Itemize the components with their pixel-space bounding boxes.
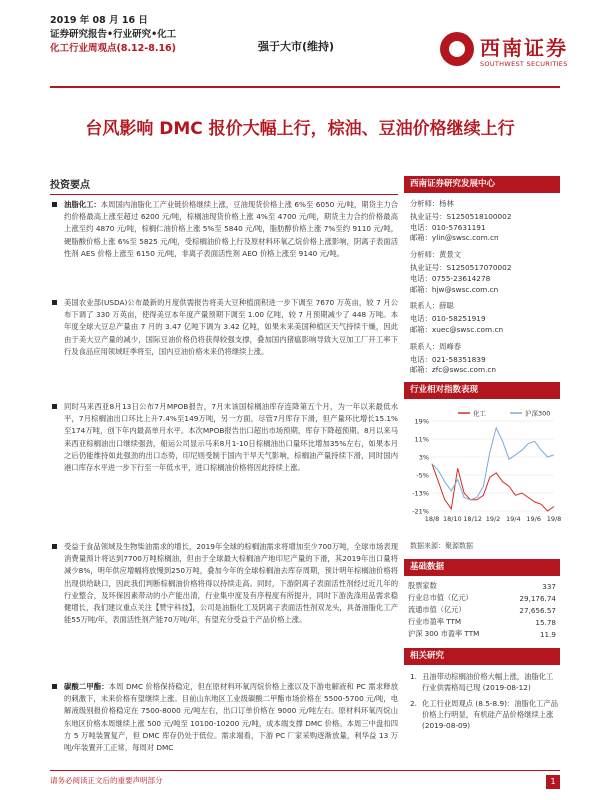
y-tick-label: -21% bbox=[412, 507, 429, 516]
bullet-icon bbox=[52, 684, 57, 689]
x-tick-label: 18/8 bbox=[424, 515, 440, 524]
analyst-list bbox=[404, 193, 560, 376]
company-logo bbox=[440, 28, 600, 78]
sidebar bbox=[404, 176, 560, 736]
row-label: 行业市盈率 TTM bbox=[408, 617, 462, 627]
table-row bbox=[404, 628, 560, 640]
y-tick-label: -5% bbox=[416, 471, 429, 480]
report-title: 台风影响 DMC 报价大幅上行，棕油、豆油价格继续上行 bbox=[85, 119, 515, 139]
analyst-line: 邮箱：hjw@swsc.com.cn bbox=[410, 284, 499, 294]
related-research-list bbox=[404, 665, 560, 731]
item-text: 丑油带动棕榈油价格大幅上涨，油脂化工行业供需格局已现 (2019-08-12) bbox=[422, 672, 554, 693]
summary-heading: 投资要点 bbox=[50, 180, 90, 191]
row-label: 股票家数 bbox=[408, 581, 437, 591]
page-footer bbox=[50, 770, 560, 786]
paragraph-text: 美国农业部(USDA)公布最新的月度供需报告将美大豆种植面积进一步下调至 7670 万英亩，较 7 月公布下调了 330 万英亩，使得美豆本年度产量预期下调至 1.00 亿吨，较 7 月预期减少了 448 万吨。本年度全球大豆总产量由 7 月的 3.47 亿吨下调为 3.42 亿吨，如果未来美国种植区天气持续干燥，因此由于美大豆产量的减少，国际豆油价格仍将获得较强支撑，叠加国内猪瘟影响导致大豆加工厂开工率下行及食品应用领域旺季将至，国内豆油价格未来仍将继续上涨。 bbox=[64, 298, 398, 356]
row-label: 沪深 300 市盈率 TTM bbox=[408, 629, 480, 639]
analyst-line: 电话：010-57631191 bbox=[410, 222, 486, 232]
contact-line: 邮箱：zfc@swsc.com.cn bbox=[410, 365, 497, 375]
report-subtitle: 化工行业周观点(8.12-8.16) bbox=[50, 43, 177, 54]
legend-label: 沪深300 bbox=[525, 409, 551, 418]
chart-source: 数据来源：聚源数据 bbox=[410, 542, 473, 551]
x-tick-label: 19/4 bbox=[506, 515, 521, 524]
paragraph-lead: 碳酸二甲酯： bbox=[64, 682, 109, 691]
relative-index-chart bbox=[404, 403, 560, 539]
row-value: 15.78 bbox=[535, 617, 556, 627]
summary-divider bbox=[50, 194, 398, 195]
y-tick-label: -13% bbox=[412, 489, 429, 498]
report-header bbox=[0, 0, 600, 86]
bullet-icon bbox=[52, 300, 57, 305]
x-tick-label: 19/8 bbox=[546, 515, 562, 524]
report-date: 2019 年 08 月 16 日 bbox=[50, 15, 148, 26]
y-tick-label: 11% bbox=[414, 435, 429, 444]
research-center-bar: 西南证券研究发展中心 bbox=[404, 176, 560, 193]
bullet-icon bbox=[52, 404, 57, 409]
contact-entry bbox=[410, 301, 560, 335]
contact-line: 邮箱：xuec@swsc.com.cn bbox=[410, 324, 504, 334]
analyst-line: 执业证号：S1250518100002 bbox=[410, 211, 512, 221]
analyst-name: 分析师：黄景文 bbox=[410, 250, 462, 260]
legend-label: 化工 bbox=[473, 409, 486, 418]
related-research-item[interactable] bbox=[410, 698, 560, 731]
analyst-line: 电话：0755-23614278 bbox=[410, 273, 491, 283]
summary-paragraph bbox=[50, 297, 398, 395]
southwest-securities-logo-icon bbox=[440, 32, 474, 66]
row-value: 27,656.57 bbox=[519, 605, 556, 615]
contact-line: 电话：010-58251919 bbox=[410, 314, 486, 324]
bullet-icon bbox=[52, 202, 57, 207]
x-tick-label: 19/2 bbox=[485, 515, 501, 524]
y-tick-label: 19% bbox=[414, 417, 429, 426]
table-row bbox=[404, 592, 560, 604]
table-row bbox=[404, 580, 560, 592]
row-label: 行业总市值（亿元） bbox=[408, 593, 473, 603]
table-row bbox=[404, 604, 560, 616]
chart-title-bar: 行业相对指数表现 bbox=[404, 382, 560, 399]
y-tick-label: 3% bbox=[418, 453, 429, 462]
header-meta bbox=[50, 14, 176, 56]
x-tick-label: 19/6 bbox=[526, 515, 541, 524]
bullet-icon bbox=[52, 544, 57, 549]
analyst-line: 邮箱：ylin@swsc.com.cn bbox=[410, 233, 499, 243]
analyst-entry bbox=[410, 199, 560, 244]
analyst-line: 执业证号：S1250517070002 bbox=[410, 262, 512, 272]
report-category: 证券研究报告•行业研究•化工 bbox=[50, 29, 177, 40]
paragraph-text: 同时马来西亚8月13日公布7月MPOB报告，7月末该国棕榈油库存连降第五个月，为一年以来最低水平，7月棕榈油出口环比上升7.4%至149万吨，另一方面，尽管7月库存下滑，但产量环比增长15.1%至174万吨，创下年内最高单月水平。本次MPOB报告出口超出市场预期，库存下降超预期。8月以来马来西亚棕榈油出口继续强劲，船运公司显示马来8月1-10日棕榈油出口量环比增加35%左右，如果本月之后仍能维持如此强劲的出口态势，印尼则受制于国内干旱天气影响，棕榈油产量持续下滑，同时国内港口库存水平进一步下行至一年低水平，进口棕榈油价格将因此持续上涨。 bbox=[64, 402, 398, 473]
analyst-name: 分析师：杨林 bbox=[410, 199, 454, 208]
item-text: 化工行业周观点 (8.5-8.9)：油脂化工产品价格上行明显，有机硅产品价格继续上涨 (2019-08-09) bbox=[422, 699, 559, 731]
row-value: 11.9 bbox=[539, 629, 556, 639]
logo-english-text: SOUTHWEST SECURITIES bbox=[480, 60, 568, 68]
paragraph-text: 本周 DMC 价格保持稳定，但在原材料环氧丙烷价格上涨以及下游电解液和 PC 需求释放的刺激下，未来价格有望继续上涨。目前山东地区工业级碳酸二甲酯市场价格在 5500-5700 元/吨，电解液级别报价格稳定在 7500-8000 元/吨左右，出口订单价格在 9000 元/吨左右。原材料环氧丙烷山东地区价格本周继续上涨 500 元/吨至 10100-10200 元/吨，成本端支撑 DMC 价格。本周三中盘扣四方 5 万吨装置复产，但 DMC 库存仍处于低位。需求端看，下游 PC 厂家采购逐渐放量，利华益 13 万吨/年装置开工正常，每周对 DMC bbox=[64, 682, 399, 753]
basic-data-bar: 基础数据 bbox=[404, 559, 560, 576]
related-research-bar: 相关研究 bbox=[404, 648, 560, 665]
series-line-chemical bbox=[432, 464, 554, 511]
item-number: 2. bbox=[410, 699, 417, 709]
basic-data-table bbox=[404, 580, 560, 640]
analyst-entry bbox=[410, 250, 560, 295]
paragraph-text: 本周国内油脂化工产业链价格继续上涨，豆油现货价格上涨 6%至 6050 元/吨，期货主力合约价格最高上涨至超过 6200 元/吨，棕榈油现货价格上涨 4%至 4700 元/吨，期货主力合约价格最高上涨至约 4870 元/吨，棕榈仁油价格上涨 5%至 5840 元/吨，脂肪醇价格上涨 7%至约 9110 元/吨，硬脂酸价格上涨 6%至 5825 元/吨，受棕榈油价格上行及原材料环氧乙烷价格上涨影响，阴离子表面活性剂 AES 价格上涨至 6150 元/吨，非离子表面活性剂 AEO 价格上涨至 9140 元/吨。 bbox=[64, 200, 399, 258]
summary-paragraph bbox=[50, 541, 398, 675]
footer-divider bbox=[50, 770, 560, 771]
row-value: 29,176.74 bbox=[519, 593, 556, 603]
contact-entry bbox=[410, 342, 560, 376]
contact-name: 联系人：薛聪 bbox=[410, 301, 454, 311]
item-number: 1. bbox=[410, 672, 417, 682]
table-row bbox=[404, 616, 560, 628]
contact-line: 电话：021-58351839 bbox=[410, 354, 486, 364]
x-tick-label: 18/12 bbox=[463, 515, 483, 524]
x-tick-label: 18/10 bbox=[442, 515, 462, 524]
paragraph-text: 受益于食品领域及生物柴油需求的增长，2019年全球的棕榈油需求将增加至少700万吨，全球市场表现消费量预计将达到7700万吨棕榈油，但由于全球最大棕榈油产地印尼产量的下滑，其2019年出口量将减少8%，明年供应增幅将放慢到250万吨，叠加今年的全球棕榈油去库存周期，预计明年棕榈油价格将出现供给缺口，因此我们判断棕榈油价格将得以持续走高。同时，下游阴离子表面活性剂经过近几年的行业整合，及环保因素带动的小产能出清，行业集中度及有序程度有所提升，同时下游洗涤用品需求稳健增长，我们建议重点关注【赞宇科技】，公司是油脂化工及阴离子表面活性剂双龙头，具备油脂化工产能55万吨/年，表面活性剂产能70万吨/年，有望充分受益于产品价格上涨。 bbox=[64, 542, 398, 625]
contact-name: 联系人：周峰春 bbox=[410, 341, 462, 351]
investment-summary bbox=[50, 176, 398, 787]
header-divider bbox=[50, 86, 560, 88]
paragraph-lead: 油脂化工： bbox=[64, 200, 101, 209]
related-research-item[interactable] bbox=[410, 671, 560, 693]
summary-paragraph bbox=[50, 401, 398, 535]
industry-rating: 强于大市(维持) bbox=[258, 40, 335, 53]
row-label: 流通市值（亿元） bbox=[408, 605, 466, 615]
summary-paragraph bbox=[50, 199, 398, 291]
summary-paragraph bbox=[50, 681, 398, 781]
series-line-hs300 bbox=[432, 428, 554, 500]
page-number: 1 bbox=[546, 775, 560, 789]
row-value: 337 bbox=[542, 581, 556, 591]
disclaimer-text: 请务必阅读正文后的重要声明部分 bbox=[50, 776, 163, 785]
logo-chinese-text: 西南证券 bbox=[480, 36, 568, 60]
line-chart bbox=[406, 407, 562, 535]
